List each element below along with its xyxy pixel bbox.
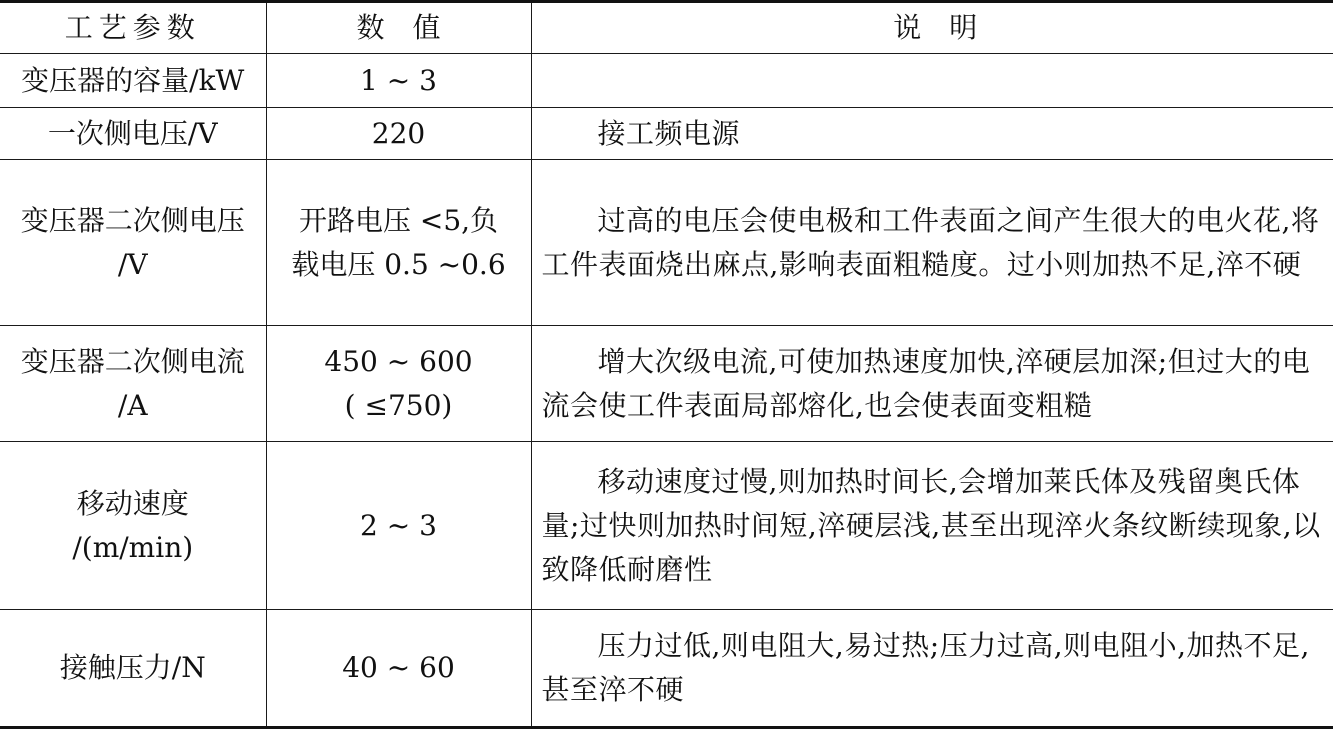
param-text: 变压器二次侧电流 (20, 344, 245, 378)
header-desc: 说 明 (531, 2, 1333, 54)
param-text: 一次侧电压/V (47, 116, 218, 150)
value-cell (266, 54, 531, 108)
table-row (0, 160, 1333, 326)
param-text: 接触压力/N (59, 651, 206, 684)
value-text: ( ≤750) (344, 388, 453, 422)
table-header-row (0, 2, 1333, 54)
param-unit: /V (117, 247, 148, 281)
value-text: 220 (371, 116, 426, 150)
desc-cell (531, 326, 1333, 442)
param-cell (0, 442, 266, 610)
value-text: 40 ~ 60 (342, 651, 455, 684)
table-row (0, 54, 1333, 108)
desc-cell (531, 108, 1333, 160)
table-row (0, 326, 1333, 442)
param-text: 变压器的容量/kW (21, 63, 245, 97)
table-row (0, 108, 1333, 160)
param-cell (0, 610, 266, 728)
desc-text: 压力过低,则电阻大,易过热;压力过高,则电阻小,加热不足,甚至淬不硬 (541, 629, 1310, 706)
desc-cell (531, 54, 1333, 108)
desc-text: 接工频电源 (597, 116, 741, 150)
value-cell (266, 108, 531, 160)
desc-text: 过高的电压会使电极和工件表面之间产生很大的电火花,将工件表面烧出麻点,影响表面粗糙度。过小则加热不足,淬不硬 (541, 203, 1320, 281)
table-row (0, 610, 1333, 728)
value-text: 载电压 0.5 ~0.6 (291, 247, 506, 281)
param-cell (0, 108, 266, 160)
desc-text: 移动速度过慢,则加热时间长,会增加莱氏体及残留奥氏体量;过快则加热时间短,淬硬层浅,甚至出现淬火条纹断续现象,以致降低耐磨性 (541, 464, 1321, 586)
header-value: 数 值 (266, 2, 531, 54)
desc-cell (531, 442, 1333, 610)
desc-text: 增大次级电流,可使加热速度加快,淬硬层加深;但过大的电流会使工件表面局部熔化,也会使表面变粗糙 (541, 344, 1311, 422)
value-cell (266, 160, 531, 326)
table-row (0, 442, 1333, 610)
value-text: 2 ~ 3 (360, 508, 437, 542)
param-cell (0, 326, 266, 442)
header-param: 工艺参数 (0, 2, 266, 54)
value-cell (266, 326, 531, 442)
value-cell (266, 442, 531, 610)
value-text: 开路电压 <5,负 (298, 203, 499, 237)
param-unit: /(m/min) (72, 530, 194, 564)
param-text: 移动速度 (76, 486, 189, 520)
value-text: 450 ~ 600 (324, 344, 473, 378)
desc-cell (531, 610, 1333, 728)
param-text: 变压器二次侧电压 (20, 203, 245, 237)
value-text: 1 ~ 3 (360, 63, 437, 97)
value-cell (266, 610, 531, 728)
param-cell (0, 160, 266, 326)
param-unit: /A (117, 388, 148, 422)
param-cell (0, 54, 266, 108)
desc-cell (531, 160, 1333, 326)
